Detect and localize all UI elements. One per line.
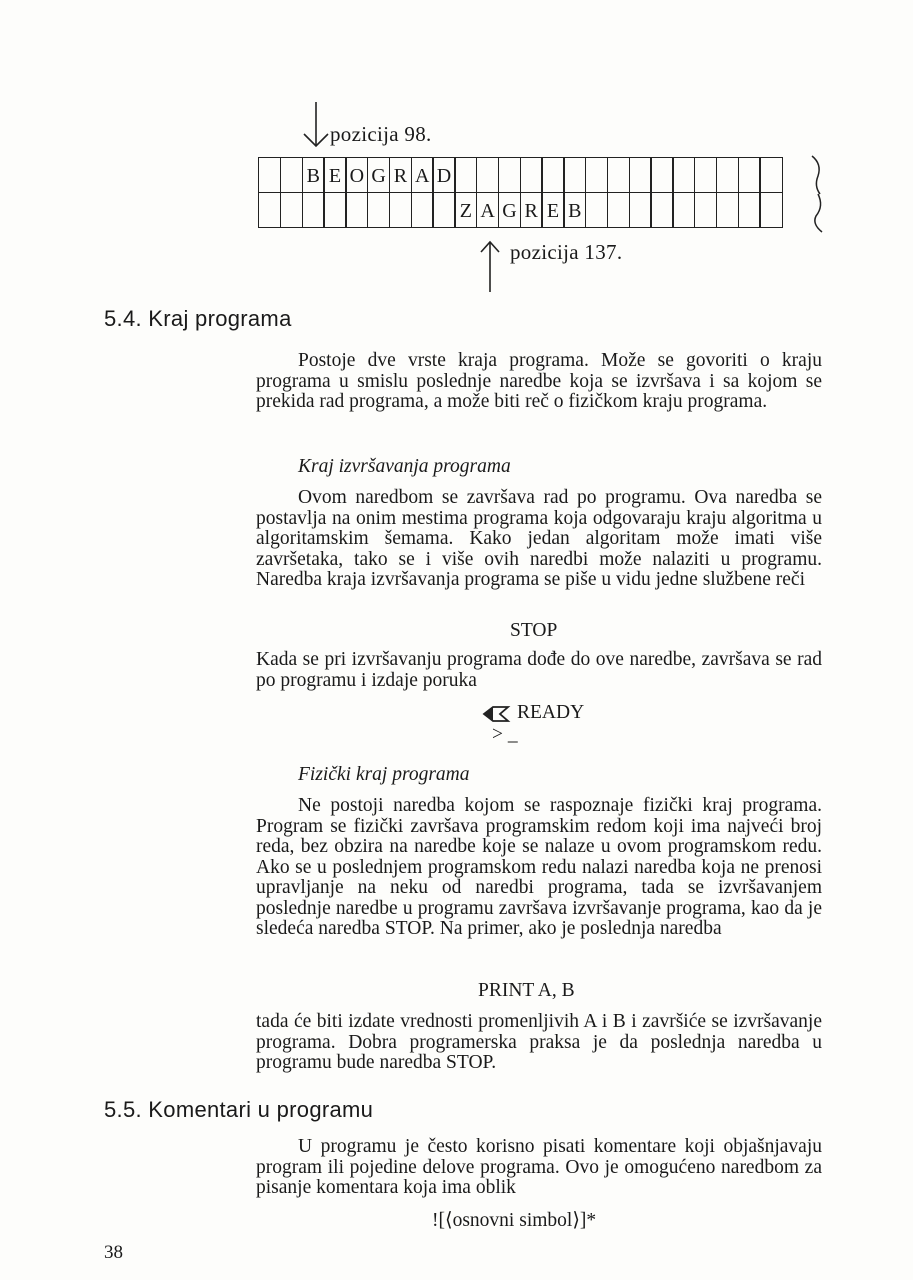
grid-cell-empty [280,192,303,228]
prompt-line: > _ [492,724,518,745]
grid-cell-letter: E [541,192,564,228]
position-label-98: pozicija 98. [330,122,432,146]
memory-grid-row-1 [258,157,783,193]
grid-cell-empty [258,157,281,193]
memory-grid-row-2 [258,192,783,228]
grid-cell-letter: A [411,157,434,193]
grid-cell-empty [629,157,652,193]
grid-cell-empty [476,157,499,193]
grid-cell-empty [585,192,608,228]
execution-end-paragraph-2: Kada se pri izvršavanju programa dođe do ove naredbe, završava se rad po programu i izdaje poruka [256,649,822,691]
comments-paragraph: U programu je često korisno pisati komentare koji objašnjavaju program ili pojedine delove programa. Ovo je omogućeno naredbom za pisanje komentara koja ima oblik [256,1136,822,1198]
grid-cell-empty [585,157,608,193]
grid-cell-empty [302,192,325,228]
grid-cell-empty [759,157,782,193]
grid-cell-empty [694,192,717,228]
grid-cell-empty [629,192,652,228]
grid-cell-empty [694,157,717,193]
grid-cell-letter: R [520,192,543,228]
up-arrow-icon [478,236,502,294]
grid-cell-empty [323,192,346,228]
grid-cell-empty [498,157,521,193]
ready-message: READY [517,702,585,723]
cursor-symbol-icon [481,704,511,724]
execution-end-paragraph: Ovom naredbom se završava rad po programu. Ova naredba se postavlja na onim mestima programa koja odgovaraju kraju algoritma u algoritamskim šemama. Kako jedan algoritam može imati više završetaka, tako se i više ovih naredbi može nalaziti u programu. Naredba kraja izvršavanja programa se piše u vidu jedne službene reči [256,487,822,590]
grid-cell-empty [650,157,673,193]
grid-cell-empty [520,157,543,193]
grid-cell-empty [432,192,455,228]
grid-cell-empty [389,192,412,228]
grid-cell-empty [738,157,761,193]
grid-cell-letter: Z [454,192,477,228]
grid-cell-empty [738,192,761,228]
grid-cell-empty [541,157,564,193]
grid-cell-empty [345,192,368,228]
grid-cell-empty [716,192,739,228]
position-label-137: pozicija 137. [510,240,623,264]
grid-cell-letter: A [476,192,499,228]
stop-keyword: STOP [510,620,558,641]
break-mark-icon [808,152,830,234]
grid-cell-letter: G [367,157,390,193]
grid-cell-empty [650,192,673,228]
section-heading-5-5: 5.5. Komentari u programu [104,1097,374,1122]
comment-syntax: ![⟨osnovni simbol⟩]* [432,1210,597,1231]
grid-cell-letter: B [302,157,325,193]
subheading-execution-end: Kraj izvršavanja programa [298,456,511,477]
grid-cell-letter: D [432,157,455,193]
grid-cell-empty [411,192,434,228]
grid-cell-letter: G [498,192,521,228]
down-arrow-icon [298,100,334,150]
intro-paragraph: Postoje dve vrste kraja programa. Može se govoriti o kraju programa u smislu poslednje naredbe koja se izvršava i sa kojom se prekida rad programa, a može biti reč o fizičkom kraju programa. [256,350,822,412]
subheading-physical-end: Fizički kraj programa [298,764,470,785]
grid-cell-letter: O [345,157,368,193]
section-heading-5-4: 5.4. Kraj programa [104,306,292,331]
grid-cell-empty [563,157,586,193]
grid-cell-empty [759,192,782,228]
grid-cell-letter: R [389,157,412,193]
grid-cell-empty [672,157,695,193]
grid-cell-empty [672,192,695,228]
grid-cell-empty [607,192,630,228]
grid-cell-empty [454,157,477,193]
grid-cell-empty [367,192,390,228]
grid-cell-empty [607,157,630,193]
grid-cell-empty [258,192,281,228]
grid-cell-empty [716,157,739,193]
grid-cell-letter: B [563,192,586,228]
page-number: 38 [104,1242,123,1263]
grid-cell-empty [280,157,303,193]
print-statement: PRINT A, B [478,980,575,1001]
physical-end-paragraph-2: tada će biti izdate vrednosti promenljivih A i B i završiće se izvršavanje programa. Dobra programerska praksa je da poslednja naredba u programu bude naredba STOP. [256,1011,822,1073]
grid-cell-letter: E [323,157,346,193]
physical-end-paragraph: Ne postoji naredba kojom se raspoznaje fizički kraj programa. Program se fizički završava programskim redom koji ima najveći broj reda, bez obzira na naredbe koje se nalaze u ovom programskom redu. Ako se u poslednjem programskom redu nalazi naredba koja ne prenosi upravljanje na neku od naredbi programa, tada se izvršavanjem poslednje naredbe u programu završava izvršavanje programa, kao da je sledeća naredba STOP. Na primer, ako je poslednja naredba [256,795,822,939]
